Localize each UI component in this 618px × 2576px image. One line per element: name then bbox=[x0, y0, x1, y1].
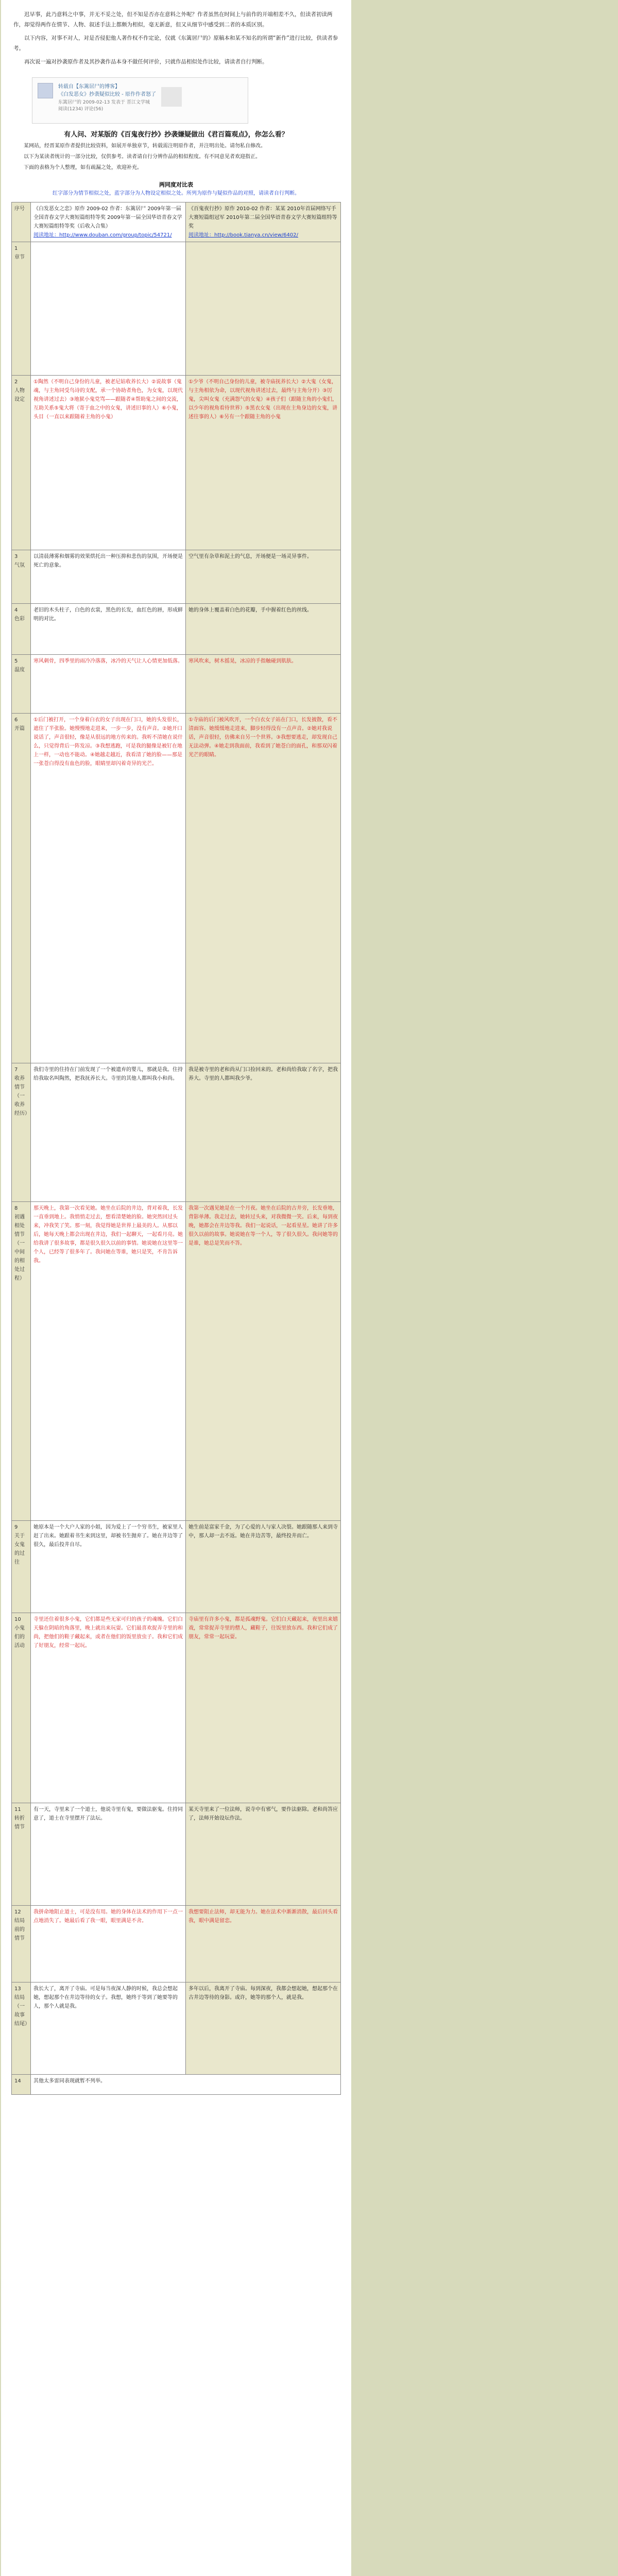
cell-original bbox=[31, 242, 186, 376]
cell-compare: 我是被寺里的老和尚从门口捡回来的。老和尚给我取了名字，把我养大。寺里的人都叫我少爷。 bbox=[186, 1063, 341, 1202]
comparison-table bbox=[11, 202, 341, 2095]
shared-post-line: 《白发恶女》抄袭疑似比较 - 原作作者怒了 bbox=[58, 92, 156, 97]
source-a-info: 《白发恶女之恋》原作 2009-02 作者：东篱居尸 2009年第一届全国青春文学大赛短篇组特等奖 2009年第一届全国华语青春文学大赛短篇组特等奖（后收入合集） bbox=[33, 206, 182, 229]
row-number: 9 关于女鬼的过往 bbox=[12, 1521, 31, 1613]
article-paragraph: 某网站，经晋某原作者提供比较资料，如展开单独章节，转载需注明原作者，并注明出处。请勿私自修改。 bbox=[24, 143, 266, 149]
row-number: 10 小鬼们的活动 bbox=[12, 1613, 31, 1803]
cell-compare: 某天寺里来了一位法师，说寺中有邪气，要作法驱除。老和尚答应了，法师开始设坛作法。 bbox=[186, 1803, 341, 1906]
row-number: 12 结局前的情节 bbox=[12, 1906, 31, 1982]
cell-compare bbox=[186, 202, 341, 242]
table-row bbox=[12, 1202, 341, 1521]
cell-compare: ①少爷（不明自己身份的儿童，被寺庙抚养长大）②大鬼（女鬼，与主角相依为命，以现代视角讲述过去，最终与主角分开）③厉鬼，尖叫女鬼（充满怨气的女鬼）④孩子们（跟随主角的小鬼们，以少年的视角看待世界）⑤黑衣女鬼（出现在主角身边的女鬼，讲述往事的人）⑥另有一个跟随主角的小鬼 bbox=[186, 376, 341, 550]
table-row bbox=[12, 1906, 341, 1982]
row-number: 2 人物设定 bbox=[12, 376, 31, 550]
intro-paragraph: 迟早事，此乃意料之中事，并无不妥之处，但不知是否亦在意料之外呢？作者虽然在时间上与前作的开端相差不久，但读者初读两作，却觉得两作在情节、人物、叙述手法上都颇为相似，毫无新意，但又从细节中感受到二者的本质区别。 bbox=[13, 11, 333, 28]
cell-compare: 寒风吹来，树木摇晃，冰凉的手指触碰到肌肤。 bbox=[186, 655, 341, 714]
row-number: 6 开篇 bbox=[12, 714, 31, 1063]
row-label: 序号 bbox=[12, 202, 31, 242]
intro-paragraph: 再次说一遍对抄袭原作者及其抄袭作品本身不做任何评价，只就作品相似处作比较，请读者自行判断。 bbox=[24, 59, 268, 65]
cell-original: ①后门被打开，一个身着白衣的女子出现在门口，她的头发很长，遮住了半张脸。她慢慢地走进来，一步一步，没有声音。②她开口说话了，声音很轻，像是从很远的地方传来的。我听不清她在说什么，只觉得背后一阵发凉。③我想逃跑，可是我的腿像是被钉在地上一样，一动也不能动。④她越走越近，我看清了她的脸——那是一张苍白得没有血色的脸，眼睛里却闪着奇异的光芒。 bbox=[31, 714, 186, 1063]
cell-original: ①陶然（不明自己身份的儿童，被老尼姑收养长大）②说故事（鬼魂，与主角同受鸟诗的支配，承一个协助者角色，为女鬼，以现代视角讲述过去）③地狱小鬼党骂——跟随者④帮助鬼之间的交流，互助关系⑤鬼大将（寄于血之中的女鬼，讲述旧事的人）⑥小鬼，头目（一直以来跟随着主角的小鬼） bbox=[31, 376, 186, 550]
cell-compare: 她的身体上覆盖着白色的花瓣，手中握着红色的丝线。 bbox=[186, 604, 341, 655]
cell-compare: ①寺庙的后门被风吹开，一个白衣女子站在门口，长发披散，看不清面容。她缓缓地走进来，脚步轻得没有一点声音。②她对我说话，声音很轻，仿佛来自另一个世界。③我想要逃走，却发现自己无法动弹。④她走到我面前，我看到了她苍白的面孔，和那双闪着光芒的眼睛。 bbox=[186, 714, 341, 1063]
cell-compare: 寺庙里有许多小鬼，都是孤魂野鬼。它们白天藏起来，夜里出来嬉戏，常常捉弄寺里的僧人，藏鞋子，往饭里放东西。我和它们成了朋友，常常一起玩耍。 bbox=[186, 1613, 341, 1803]
table-row bbox=[12, 1613, 341, 1803]
cell-compare: 多年以后，我离开了寺庙。每到深夜，我都会想起她，想起那个在古井边等待的身影。或许，她等的那个人，就是我。 bbox=[186, 1982, 341, 2075]
cell-original: 以清晨薄雾和烟雾的效果烘托出一种压抑和悲伤的氛围，开场便是死亡的意象。 bbox=[31, 550, 186, 604]
cell-original: 寺里还住着很多小鬼，它们都是些无家可归的孩子的魂魄。它们白天躲在阴暗的角落里，晚上就出来玩耍。它们最喜欢捉弄寺里的和尚，把他们的鞋子藏起来，或者在他们的饭里放虫子。我和它们成了好朋友，经常一起玩。 bbox=[31, 1613, 186, 1803]
cell-original: 我拼命地阻止道士，可是没有用。她的身体在法术的作用下一点一点地消失了。她最后看了我一眼，眼里满是不舍。 bbox=[31, 1906, 186, 1982]
cell-original: 我们寺里的住持在门前发现了一个被遗弃的婴儿，那就是我。住持给我取名叫陶然，把我抚养长大。寺里的其他人都叫我小和尚。 bbox=[31, 1063, 186, 1202]
table-row bbox=[12, 1803, 341, 1906]
table-note: 红字部分为情节相似之处，蓝字部分为人物设定相似之处。所列为原作与疑似作品的对照，请读者自行判断。 bbox=[53, 191, 300, 196]
cell-compare: 她生前是富家千金，为了心爱的人与家人决裂。她跟随那人来到寺中，那人却一去不返。她在井边苦等，最终投井而亡。 bbox=[186, 1521, 341, 1613]
cell-original: 老旧的木头柱子，白色的衣裳，黑色的长发，血红色的唇，形成鲜明的对比。 bbox=[31, 604, 186, 655]
cell-original: 寒风刺骨，四季里的雨冷冷落落，冰冷的天气让人心情更加低落。 bbox=[31, 655, 186, 714]
row-number: 7 收养情节（一收养经历） bbox=[12, 1063, 31, 1202]
row-number: 1 章节 bbox=[12, 242, 31, 376]
article-paragraph: 下面的表格为个人整理，如有疏漏之处，欢迎补充。 bbox=[24, 165, 142, 171]
table-row bbox=[12, 604, 341, 655]
row-number: 3 气氛 bbox=[12, 550, 31, 604]
source-b-info: 《百鬼夜行抄》原作 2010-02 作者：某某 2010年首届网络写手大赛短篇组冠军 2010年第二届全国华语青春文学大赛短篇组特等奖 bbox=[188, 206, 337, 229]
table-row bbox=[12, 1982, 341, 2075]
intro-section bbox=[1, 0, 351, 73]
cell-original: 我长大了，离开了寺庙。可是每当夜深人静的时候，我总会想起她，想起那个在井边等待的女子。我想，她终于等到了她要等的人，那个人就是我。 bbox=[31, 1982, 186, 2075]
shared-post-card[interactable] bbox=[32, 77, 248, 124]
cell-compare bbox=[186, 242, 341, 376]
table-row bbox=[12, 376, 341, 550]
row-number: 14 bbox=[12, 2075, 31, 2095]
shared-post-meta: 阅读(1234) 评论(56) bbox=[58, 107, 104, 112]
article-paragraph: 以下为某读者统计的一部分比较，仅供参考。读者请自行分辨作品的相似程度。有不同意见者欢迎指正。 bbox=[24, 154, 261, 160]
table-title: 两同度对比表 bbox=[159, 181, 193, 188]
table-row bbox=[12, 242, 341, 376]
source-a-link[interactable]: 阅读地址：http://www.douban.com/group/topic/54721/ bbox=[33, 232, 172, 238]
intro-paragraph: 以下内容，对事不对人，对是否侵犯他人著作权不作定论，仅就《东篱居尸的》原稿本和某不知名的所谓“新作”进行比较，供读者参考。 bbox=[13, 35, 338, 52]
row-number: 4 色彩 bbox=[12, 604, 31, 655]
cell-compare: 空气里有杂草和泥土的气息，开场便是一场灵异事件。 bbox=[186, 550, 341, 604]
row-number: 13 结局（一故事结尾） bbox=[12, 1982, 31, 2075]
cell-compare: 我第一次遇见她是在一个月夜。她坐在后院的古井旁，长发垂地，背影单薄。我走过去，她转过头来，对我微微一笑。后来，每到夜晚，她都会在井边等我。我们一起说话，一起看星星。她讲了许多很久以前的故事。她说她在等一个人，等了很久很久。我问她等的是谁，她总是笑而不答。 bbox=[186, 1202, 341, 1521]
table-row bbox=[12, 2075, 341, 2095]
table-row bbox=[12, 1521, 341, 1613]
document-page bbox=[1, 0, 351, 2576]
cell-original: 她原本是一个大户人家的小姐，因为爱上了一个穷书生，被家里人赶了出来。她跟着书生来到这里，却被书生抛弃了。她在井边等了很久，最后投井自尽。 bbox=[31, 1521, 186, 1613]
source-b-link[interactable]: 阅读地址：http://book.tianya.cn/view/6402/ bbox=[188, 232, 298, 238]
row-number: 5 温度 bbox=[12, 655, 31, 714]
table-row bbox=[12, 714, 341, 1063]
table-row bbox=[12, 202, 341, 242]
row-number: 11 转折情节 bbox=[12, 1803, 31, 1906]
shared-post-title[interactable]: 转载自【东篱居尸的博客】 bbox=[58, 84, 120, 90]
cell-original: 有一天，寺里来了一个道士，他说寺里有鬼，要做法驱鬼。住持同意了，道士在寺里摆开了法坛。 bbox=[31, 1803, 186, 1906]
cell-original bbox=[31, 202, 186, 242]
shared-post-line: 东篱居尸的 2009-02-13 发表于 晋江文学城 bbox=[58, 100, 150, 105]
table-footnote: 其他太多雷同表现就暂不列举。 bbox=[31, 2075, 341, 2095]
article-body bbox=[1, 140, 351, 176]
table-row bbox=[12, 550, 341, 604]
row-number: 8 初遇相处情节（一中间的相处过程） bbox=[12, 1202, 31, 1521]
table-row bbox=[12, 1063, 341, 1202]
cell-original: 那天晚上，我第一次看见她。她坐在后院的井边，背对着我，长发一直垂到地上。我悄悄走过去，想看清楚她的脸。她突然回过头来，冲我笑了笑。那一刻，我觉得她是世界上最美的人。从那以后，她每天晚上都会出现在井边，我们一起聊天，一起看月亮。她给我讲了很多故事，都是很久很久以前的事情。她说她在这里等一个人，已经等了很多年了。我问她在等谁，她只是笑，不肯告诉我。 bbox=[31, 1202, 186, 1521]
avatar bbox=[38, 83, 53, 98]
table-row bbox=[12, 655, 341, 714]
thumbnail-image bbox=[161, 87, 182, 107]
cell-compare: 我想要阻止法师，却无能为力。她在法术中渐渐消散，最后回头看我，眼中满是留恋。 bbox=[186, 1906, 341, 1982]
article-title: 有人问、对某版的《百鬼夜行抄》抄袭嫌疑做出《君百篇观点》，你怎么看？ bbox=[64, 131, 288, 139]
